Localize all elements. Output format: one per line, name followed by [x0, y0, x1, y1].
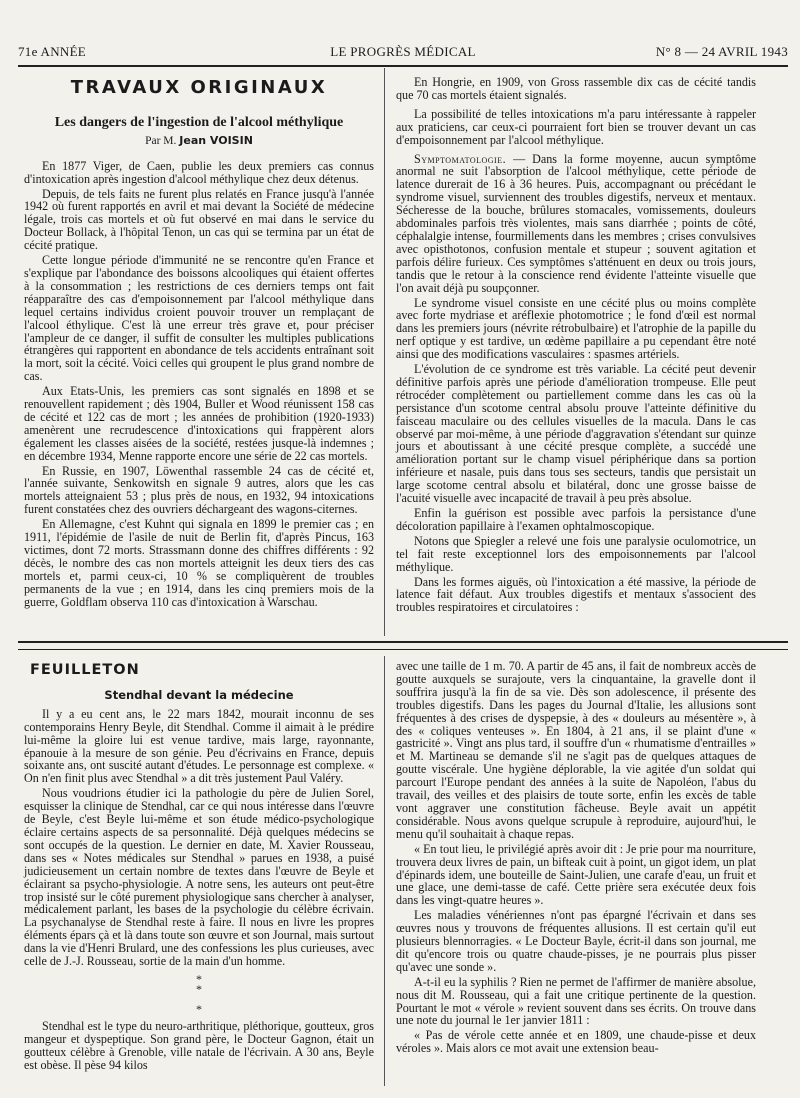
travaux-right-column [396, 76, 756, 616]
feuilleton-left-column [24, 660, 374, 1074]
paragraph: Enfin la guérison est possible avec parfois la persistance d'une décoloration papillaire à l'examen ophtalmoscopique. [396, 506, 756, 533]
paragraph: Dans les formes aiguës, où l'intoxication a été massive, la période de latence fait défaut. Aux troubles digestifs et mentaux s'associent des troubles respiratoires et circulatoires : [396, 574, 756, 615]
header-journal-title: LE PROGRÈS MÉDICAL [330, 44, 476, 59]
section-heading-travaux: TRAVAUX ORIGINAUX [70, 77, 328, 98]
paragraph: En Russie, en 1907, Löwenthal rassemble 24 cas de cécité et, l'année suivante, Senkowitsh en signale 9 autres, alors que les cas mortels atteignaient 53 ; plus près de nous, en 1932, 94 intoxications furent constatées chez des ouvriers déchargeant des wagons-citernes. [24, 463, 374, 517]
paragraph: Cette longue période d'immunité ne se rencontre qu'en France et s'explique par l'abondance des boissons alcooliques qui étaient offertes à la consommation ; les restrictions de ces derniers temps ont fait réapparaître des cas d'empoisonnement par l'alcool méthylique dans lequel certains individus croient pouvoir trouver un remplaçant de l'alcool éthylique. C'est là une erreur très grave et, pour préciser l'ampleur de ce danger, il suffit de consulter les multiples publications étrangères qui rapportent en abondance de tels accidents entraînant soit la mort, soit la cécité. Voici celles qui groupent le plus grand nombre de cas. [24, 253, 374, 384]
section-heading-feuilleton: FEUILLETON [30, 662, 140, 678]
asterism-star: * [196, 971, 202, 986]
paragraph: Le syndrome visuel consiste en une cécité plus ou moins complète avec forte mydriase et aréflexie photomotrice ; le fond d'œil est normal dans les premiers jours (névrite rétrobulbaire) et l'atrophie de la papille du nerf optique y est tardive, un œdème papillaire a pu cependant être noté ainsi que des modifications vasculaires : spasmes artériels. [396, 295, 756, 362]
feuilleton-title: Stendhal devant la médecine [104, 687, 294, 702]
article-title: Les dangers de l'ingestion de l'alcool méthylique [54, 114, 344, 130]
paragraph: Notons que Spiegler a relevé une fois une paralysie oculomotrice, un tel fait reste exceptionnel lors des empoisonnements par l'alcool méthylique. [396, 533, 756, 574]
article-byline [24, 135, 374, 148]
symptom-paragraph [396, 153, 756, 295]
paragraph: Nous voudrions étudier ici la pathologie du père de Julien Sorel, esquisser la clinique de Stendhal, car ce qui nous intéresse dans l'œuvre de Beyle, c'est Beyle lui-même et son étude médico-psychologique éclaire certains aspects de sa personnalité. Déjà quelques médecins se sont occupés de la question. Le dernier en date, M. Xavier Rousseau, dans ses « Notes médicales sur Stendhal » parues en 1938, a puisé judicieusement un certain nombre de textes dans l'œuvre de Beyle et éclairant sa psycho-physiologie. A notre sens, les auteurs ont peut-être trop insisté sur le côté purement physiologique sans chercher à analyser, médicalement parlant, les bases de la psychologie du célèbre écrivain. La psychanalyse de Stendhal reste à faire. Il nous en livre les propres éléments épars çà et là dans toute son œuvre et son Journal, mais surtout dans la vie d'Henri Brulard, une des confessions les plus curieuses, avec celle de J.-J. Rousseau, sortie de la main d'un homme. [24, 786, 374, 969]
column-divider-bottom [384, 656, 385, 1086]
asterism-star: * [196, 981, 202, 996]
paragraph: En 1877 Viger, de Caen, publie les deux premiers cas connus d'intoxication après ingestion d'alcool méthylique chez deux détenus. [24, 158, 374, 186]
asterism-star: * [196, 1001, 202, 1016]
column-divider-top [384, 68, 385, 636]
paragraph: Il y a eu cent ans, le 22 mars 1842, mourait inconnu de ses contemporains Henry Beyle, dit Stendhal. Comme il aimait à le prédire lui-même la gloire lui est venue tardive, mais large, rayonnante, épanouie à la mesure de son génie. Peu d'écrivains en France, depuis soixante ans, ont suscité autant d'études. Le personnage est complexe. « On n'en finit plus avec Stendhal » a dit très justement Paul Valéry. [24, 706, 374, 786]
paragraph: avec une taille de 1 m. 70. A partir de 45 ans, il fait de nombreux accès de goutte auxquels se surajoute, vers la cinquantaine, la gravelle dont il souffrira jusqu'à la fin de sa vie. Dès son adolescence, il présente des troubles digestifs. Dans les pages du Journal d'Italie, les allusions sont fréquentes à des crises de dyspepsie, à des « douleurs au mésentère », à des « coliques venteuses ». En 1804, à 21 ans, il se plaint d'une « gastricité ». Vingt ans plus tard, il souffre d'un « rhumatisme d'entrailles » et M. Martineau se demande s'il ne s'agit pas de quelques attaques de goutte viscérale. Une hygiène déplorable, la vie agitée d'un soldat qui parcourt l'Europe pendant des années à la suite de Napoléon, l'abus du travail, des veilles et des plaisirs de toute sorte, enfin les excès de table vont aggraver une constitution fâcheuse. Beyle avait un appétit considérable. Nous avons quelque scrupule à reproduire, aujourd'hui, le menu qu'il souhaitait à chaque repas. [396, 659, 756, 841]
paragraph: Les maladies vénériennes n'ont pas épargné l'écrivain et dans ses œuvres nous y trouvons de fréquentes allusions. Il est certain qu'il eut plusieurs blennorragies. « Le Docteur Bayle, écrit-il dans son journal, me dit qu'encore trois ou quatre chaude-pisses, je ne pourrais plus pisser qu'avec une sonde ». [396, 908, 756, 974]
paragraph: « Pas de vérole cette année et en 1809, une chaude-pisse et deux véroles ». Mais alors ce mot avait une extension beau- [396, 1028, 756, 1056]
paragraph: En Allemagne, c'est Kuhnt qui signala en 1899 le premier cas ; en 1911, l'épidémie de l'asile de nuit de Berlin fit, d'après Pincus, 163 victimes, dont 72 morts. Strassmann donne des chiffres différents : 92 décès, le nombre des cas non mortels atteignit les deux tiers des cas mortels et, parmi ceux-ci, 10 % se compliquèrent de troubles permanents de la vue ; en 1914, dans les cinq premiers mois de la guerre, Goldflam observa 110 cas d'intoxication à Warschau. [24, 517, 374, 609]
byline-prefix: Par M. [145, 134, 177, 147]
byline-author: Jean VOISIN [179, 133, 253, 147]
symptom-text: — Dans la forme moyenne, aucun symptôme anormal ne suit l'absorption de l'alcool méthylique, cette période de latence durerait de 16 à 36 heures. Puis, accompagnant ou précédant le syndrome visuel, surviennent des troubles digestifs, nerveux et mentaux. Sécheresse de la bouche, brûlures stomacales, vomissements, douleurs abdominales parfois très violentes, mais sans diarrhée ; points de côté, céphalalgie intense, fourmillements dans les membres ; crises convulsives avec opisthotonos, confusion mentale et stupeur ; souvent agitation et parfois délire furieux. Ces symptômes s'atténuent en deux ou trois jours, tandis que le retour à la conscience rend évidente l'atteinte visuelle que l'on avait déjà pu soupçonner. [396, 151, 756, 295]
symptom-label: Symptomatologie. [414, 151, 507, 166]
travaux-left-column [24, 72, 374, 611]
header-volume: 71e ANNÉE [18, 44, 87, 59]
paragraph: En Hongrie, en 1909, von Gross rassemble dix cas de cécité tandis que 70 cas mortels étaient signalés. [396, 75, 756, 102]
paragraph: La possibilité de telles intoxications m'a paru intéressante à rappeler aux praticiens, car ceux-ci pourraient fort bien se trouver devant un cas d'empoisonnement par l'alcool méthylique. [396, 106, 756, 147]
feuilleton-right-column [396, 660, 756, 1057]
paragraph: Stendhal est le type du neuro-arthritique, pléthorique, goutteux, gros mangeur et dyspeptique. Son grand père, le Docteur Gagnon, était un goutteux célèbre à Grenoble, ville natale de l'écrivain. A 30 ans, Beyle est obèse. Il pèse 94 kilos [24, 1018, 374, 1072]
newspaper-page [18, 10, 788, 1090]
paragraph: L'évolution de ce syndrome est très variable. La cécité peut devenir définitive parfois après une période d'amélioration trompeuse. Elle peut rétrocéder complètement ou partiellement comme dans les cas où la persistance d'un scotome central absolu prouve l'atteinte définitive du faisceau maculaire ou des cellules visuelles de la macula. Dans le cas observé par moi-même, à une période d'aggravation s'étendant sur quinze jours et aboutissant à une cécité presque complète, a succédé une amélioration portant sur le champ visuel périphérique dans sa portion inférieure et nasale, puis dans tous ses secteurs, tandis que persistait un large scotome central absolu et bilatéral, donc une grosse baisse de l'acuité visuelle avec incapacité de travail à peu près absolue. [396, 362, 756, 506]
paragraph: « En tout lieu, le privilégié après avoir dit : Je prie pour ma nourriture, trouvera deux livres de pain, un bifteak cuit à point, un gigot idem, un plat d'épinards idem, une bouteille de Saint-Julien, une carafe d'eau, un fruit et une glace, une demi-tasse de café. Cette prière sera exécutée deux fois dans les vingt-quatre heures ». [396, 841, 756, 908]
header-rule [18, 65, 788, 67]
paragraph: Depuis, de tels faits ne furent plus relatés en France jusqu'à l'année 1942 où furent rapportés en avril et mai devant la Société de médecine légale, trois cas mortels et où fut observé en mai dans le service du Docteur Bollack, à l'hôpital Tenon, un cas qui se termina par un état de cécité pratique. [24, 186, 374, 253]
paragraph: Aux Etats-Unis, les premiers cas sont signalés en 1898 et se renouvellent rapidement ; dès 1904, Buller et Wood réunissent 158 cas de cécité et 122 cas de mort ; les années de prohibition (1920-1933) amenèrent une recrudescence d'intoxications qui frappèrent alors également les classes aisées de la société, restées jusque-là indemnes ; en décembre 1934, Menne rapporte encore une série de 22 cas mortels. [24, 384, 374, 463]
asterism-separator [24, 971, 374, 1016]
header-issue-date: N° 8 — 24 AVRIL 1943 [655, 44, 788, 59]
running-header [18, 40, 788, 62]
paragraph: A-t-il eu la syphilis ? Rien ne permet de l'affirmer de manière absolue, nous dit M. Rousseau, qui a fait une critique pertinente de la question. Pourtant le mot « vérole » revient souvent dans ses écrits. On trouve dans une note du journal le 1er janvier 1811 : [396, 974, 756, 1028]
section-divider-rule [18, 641, 788, 650]
